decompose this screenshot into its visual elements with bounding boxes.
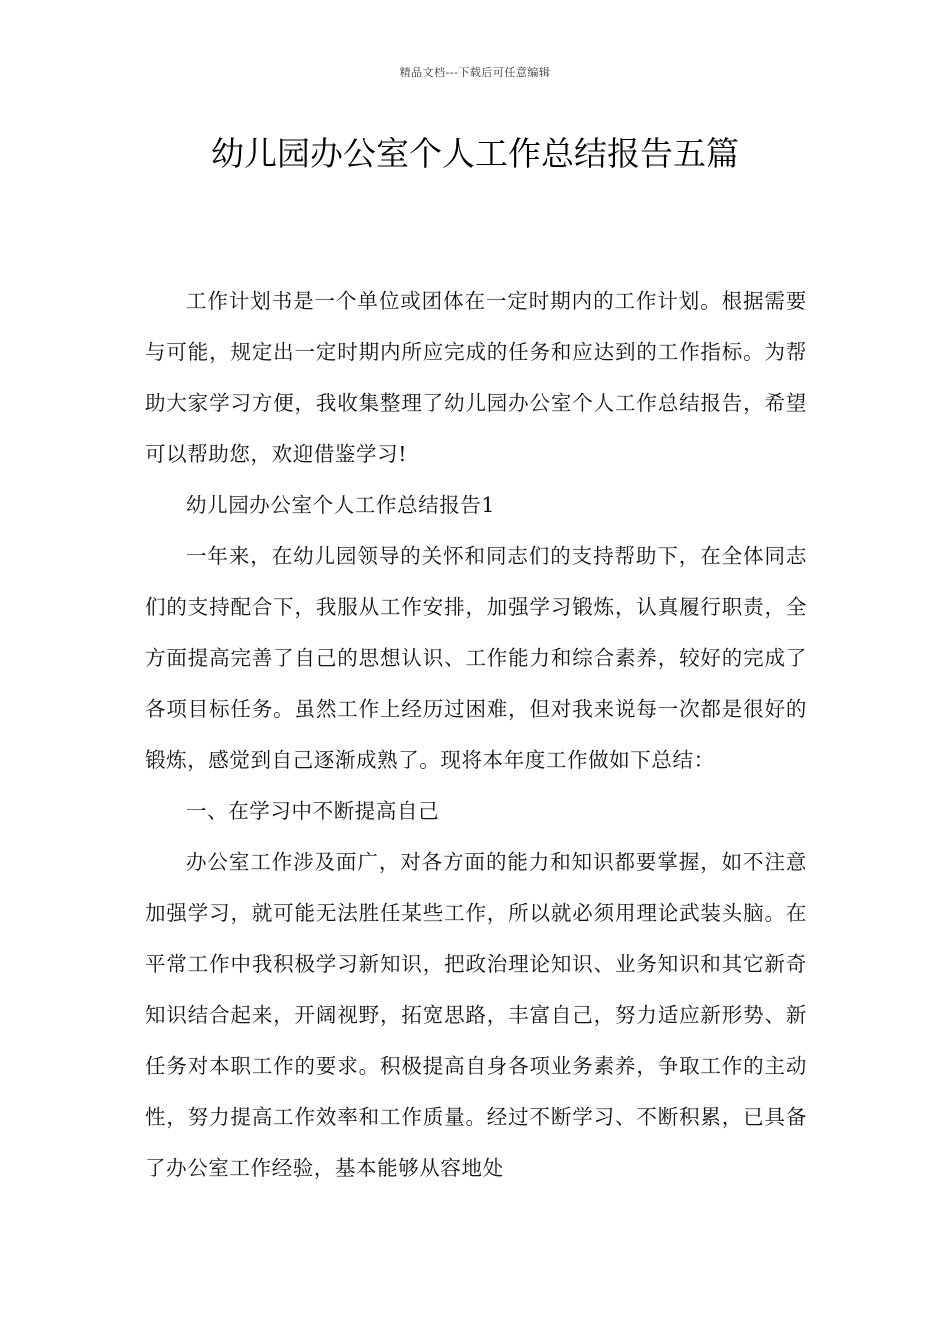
document-title: 幼儿园办公室个人工作总结报告五篇 — [211, 134, 739, 173]
header-note: 精品文档---下载后可任意编辑 — [399, 66, 551, 79]
document-body — [145, 276, 807, 1194]
body-paragraph: 一年来，在幼儿园领导的关怀和同志们的支持帮助下，在全体同志们的支持配合下，我服从工作安排，加强学习锻炼，认真履行职责，全方面提高完善了自己的思想认识、工作能力和综合素养，较好的完成了各项目标任务。虽然工作上经历过困难，但对我来说每一次都是很好的锻炼，感觉到自己逐渐成熟了。现将本年度工作做如下总结： — [145, 544, 807, 772]
subsection-heading: 一、在学习中不断提高自己 — [186, 799, 440, 823]
intro-paragraph: 工作计划书是一个单位或团体在一定时期内的工作计划。根据需要与可能，规定出一定时期内所应完成的任务和应达到的工作指标。为帮助大家学习方便，我收集整理了幼儿园办公室个人工作总结报告，希望可以帮助您，欢迎借鉴学习! — [145, 289, 807, 466]
section-heading-report-1: 幼儿园办公室个人工作总结报告1 — [186, 493, 496, 517]
body-paragraph: 办公室工作涉及面广，对各方面的能力和知识都要掌握，如不注意加强学习，就可能无法胜任某些工作，所以就必须用理论武装头脑。在平常工作中我积极学习新知识，把政治理论知识、业务知识和其它新奇知识结合起来，开阔视野，拓宽思路，丰富自己，努力适应新形势、新任务对本职工作的要求。积极提高自身各项业务素养，争取工作的主动性，努力提高工作效率和工作质量。经过不断学习、不断积累，已具备了办公室工作经验，基本能够从容地处 — [145, 850, 807, 1180]
